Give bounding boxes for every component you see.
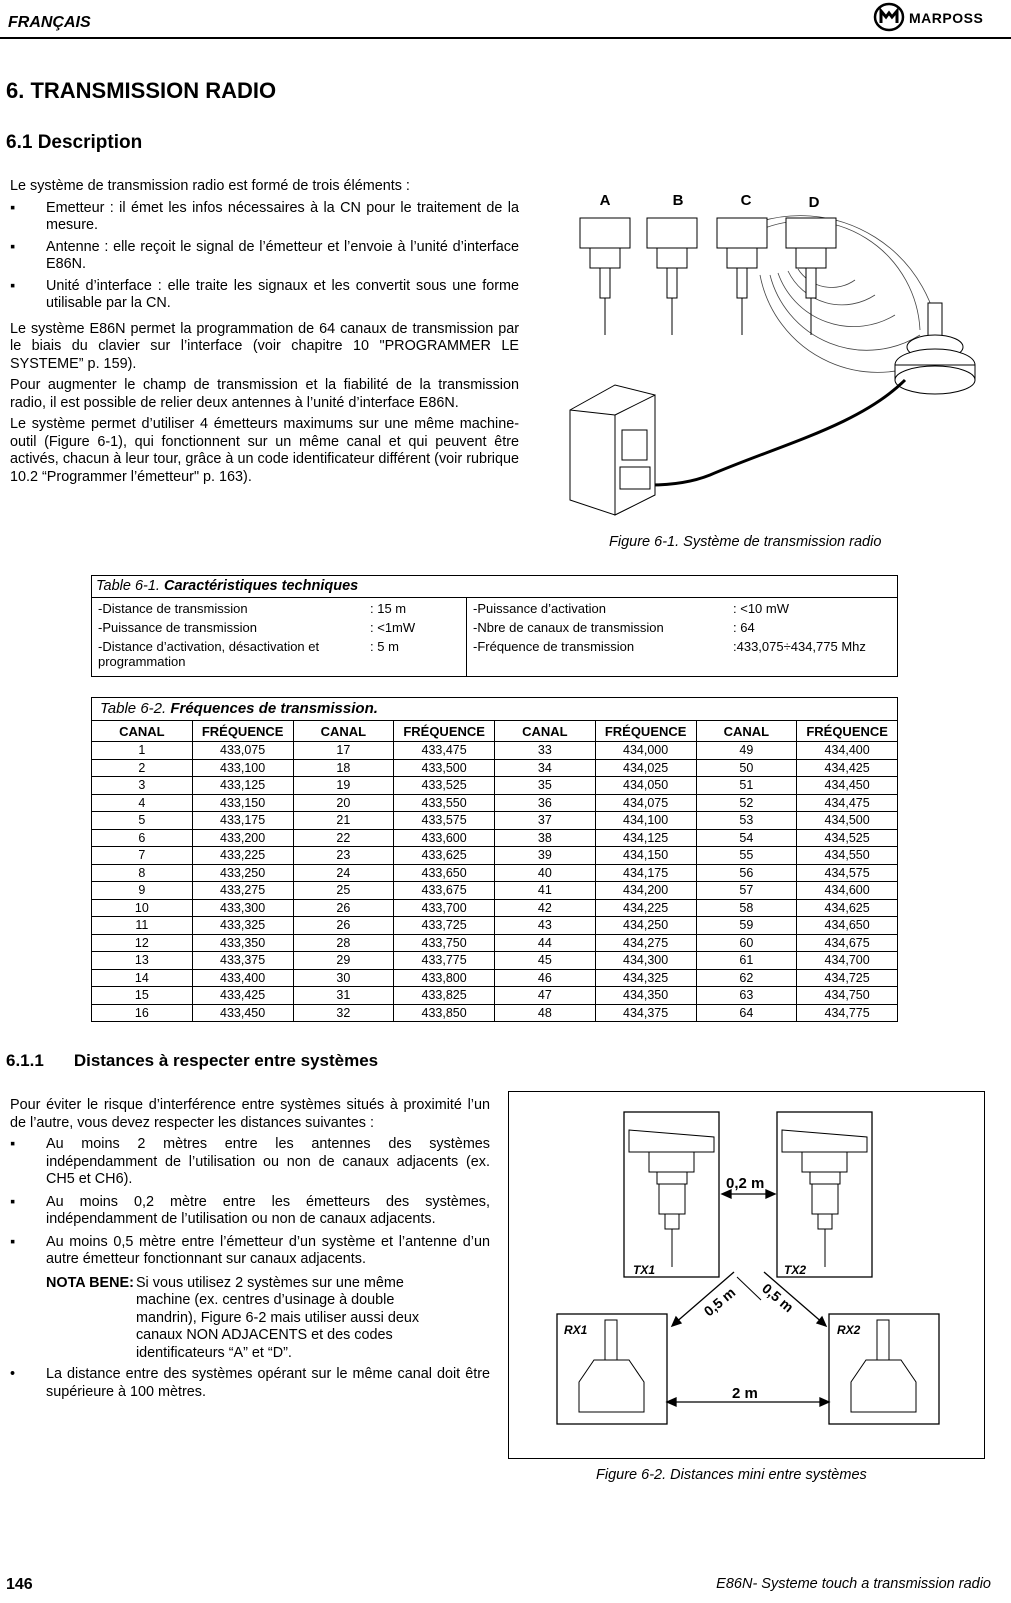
radio-system-illustration (560, 185, 980, 525)
table-cell: 26 (293, 917, 394, 935)
bullet-marker: ▪ (10, 1233, 16, 1250)
table-row (92, 829, 898, 847)
brand-logo (873, 2, 1009, 32)
table-cell: 433,675 (394, 882, 495, 900)
table-cell: 433,775 (394, 952, 495, 970)
table-cell: 51 (696, 777, 797, 795)
table-cell: 434,225 (595, 899, 696, 917)
marposs-logo-icon (873, 2, 905, 32)
label-tx1: TX1 (633, 1263, 656, 1277)
figure-radio-system (560, 185, 980, 525)
table-cell: 434,100 (595, 812, 696, 830)
bullet-marker: ▪ (10, 199, 16, 216)
bullet-marker: ▪ (10, 238, 16, 255)
table-cell: 434,625 (797, 899, 898, 917)
table-cell: 24 (293, 864, 394, 882)
table-cell: 434,475 (797, 794, 898, 812)
table-cell: 3 (92, 777, 193, 795)
distances-illustration (509, 1092, 984, 1458)
spec-table-caption: Table 6-1. Caractéristiques techniques (92, 576, 897, 598)
table-cell: 433,700 (394, 899, 495, 917)
frequency-table-caption: Table 6-2. Fréquences de transmission. (91, 697, 898, 720)
table-cell: 6 (92, 829, 193, 847)
distances-bullet: ▪ Au moins 0,2 mètre entre les émetteurs des systèmes, indépendamment de l’utilisation ou non de canaux adjacents. (10, 1193, 490, 1227)
table-cell: 32 (293, 1004, 394, 1022)
table-cell: 433,300 (192, 899, 293, 917)
table-cell: 434,775 (797, 1004, 898, 1022)
spec-divider (466, 597, 467, 676)
table-cell: 44 (495, 934, 596, 952)
distances-text (10, 1097, 490, 1401)
table-cell: 29 (293, 952, 394, 970)
table-cell: 54 (696, 829, 797, 847)
table-cell: 58 (696, 899, 797, 917)
label-d-tx: 0,2 m (726, 1175, 765, 1192)
table-cell: 433,825 (394, 987, 495, 1005)
intro-bullet: ▪ Emetteur : il émet les infos nécessaires à la CN pour le traitement de la mesure. (10, 199, 519, 233)
table-cell: 2 (92, 759, 193, 777)
table-cell: 37 (495, 812, 596, 830)
table-row (92, 899, 898, 917)
table-cell: 5 (92, 812, 193, 830)
distances-bullet: • La distance entre des systèmes opérant sur le même canal doit être supérieure à 100 mètres. (10, 1366, 490, 1400)
table-row: -Puissance de transmission : <1mW (98, 620, 416, 635)
table-row: -Distance de transmission : 15 m (98, 601, 407, 616)
table-cell: 434,025 (595, 759, 696, 777)
table-cell: 34 (495, 759, 596, 777)
nota-bene-text: Si vous utilisez 2 systèmes sur une même machine (ex. centres d’usinage à double mandrin), Figure 6-2 mais utiliser aussi deux canaux NON ADJACENTS et des codes identificateurs “A” et “D”. (135, 1274, 420, 1361)
label-d: D (808, 194, 820, 211)
table-row (92, 777, 898, 795)
table-cell: 434,300 (595, 952, 696, 970)
table-cell: 433,850 (394, 1004, 495, 1022)
table-cell: 434,525 (797, 829, 898, 847)
table-cell: 434,050 (595, 777, 696, 795)
table-row (92, 812, 898, 830)
nota-bene-label: NOTA BENE: (46, 1274, 134, 1291)
table-cell: 433,100 (192, 759, 293, 777)
table-cell: 434,550 (797, 847, 898, 865)
table-row: -Nbre de canaux de transmission : 64 (473, 620, 755, 635)
table-row (92, 864, 898, 882)
label-rx2: RX2 (837, 1323, 861, 1337)
table-cell: 61 (696, 952, 797, 970)
table-cell: 12 (92, 934, 193, 952)
table-cell: 26 (293, 899, 394, 917)
table-cell: 434,275 (595, 934, 696, 952)
table-row (92, 987, 898, 1005)
table-row (92, 1004, 898, 1022)
table-row: -Fréquence de transmission :433,075÷434,775 Mhz (473, 639, 866, 654)
table-cell: 434,575 (797, 864, 898, 882)
frequency-table (91, 697, 898, 1022)
table-cell: 433,350 (192, 934, 293, 952)
table-cell: 434,450 (797, 777, 898, 795)
table-cell: 433,800 (394, 969, 495, 987)
intro-paragraph: Le système E86N permet la programmation de 64 canaux de transmission par le biais du clavier sur l’interface (voir chapitre 10 "PROGRAMMER LE SYSTEME” p. 159). (10, 320, 519, 372)
table-row (92, 847, 898, 865)
table-cell: 31 (293, 987, 394, 1005)
spec-right (469, 599, 894, 656)
table-cell: 23 (293, 847, 394, 865)
table-cell: 433,275 (192, 882, 293, 900)
distances-bullet: ▪ Au moins 2 mètres entre les antennes des systèmes indépendamment de l’utilisation ou non de canaux adjacents (ex. CH5 et CH6). (10, 1136, 490, 1187)
table-cell: 50 (696, 759, 797, 777)
table-cell: 42 (495, 899, 596, 917)
table-cell: 21 (293, 812, 394, 830)
table-cell: 433,600 (394, 829, 495, 847)
table-cell: 433,375 (192, 952, 293, 970)
table-cell: 434,400 (797, 742, 898, 760)
table-cell: 20 (293, 794, 394, 812)
label-a: A (599, 192, 611, 209)
table-cell: 433,150 (192, 794, 293, 812)
table-cell: 40 (495, 864, 596, 882)
subsection-title: 6.1 Description (6, 132, 143, 153)
label-rx1: RX1 (564, 1323, 588, 1337)
table-cell: 434,425 (797, 759, 898, 777)
nota-bene (10, 1275, 490, 1363)
table-row (92, 882, 898, 900)
page-number: 146 (6, 1576, 33, 1593)
label-tx2: TX2 (784, 1263, 807, 1277)
intro-paragraph: Le système permet d’utiliser 4 émetteurs maximums sur une même machine-outil (Figure 6-1), qui fonctionnent sur un même canal et qui peuvent être activés, chacun à leur tour, grâce à un code identificateur différent (voir rubrique 10.2 “Programmer l’émetteur" p. 163). (10, 416, 519, 485)
table-cell: 35 (495, 777, 596, 795)
table-cell: 33 (495, 742, 596, 760)
figure1-caption: Figure 6-1. Système de transmission radio (609, 534, 882, 550)
table-cell: 57 (696, 882, 797, 900)
subsubsection-title: 6.1.1 Distances à respecter entre systèmes (6, 1051, 379, 1070)
figure2-caption: Figure 6-2. Distances mini entre systèmes (596, 1467, 867, 1483)
intro-bullet: ▪ Antenne : elle reçoit le signal de l’émetteur et l’envoie à l’unité d’interface E86N. (10, 238, 519, 272)
table-cell: 433,725 (394, 917, 495, 935)
table-cell: 38 (495, 829, 596, 847)
table-cell: 434,750 (797, 987, 898, 1005)
table-row (92, 969, 898, 987)
bullet-marker: ▪ (10, 1136, 16, 1152)
table-cell: 10 (92, 899, 193, 917)
table-cell: 64 (696, 1004, 797, 1022)
table-cell: 433,325 (192, 917, 293, 935)
table-cell: 433,525 (394, 777, 495, 795)
frequency-grid (91, 720, 898, 1022)
table-cell: 49 (696, 742, 797, 760)
intro-bullet: ▪ Unité d’interface : elle traite les signaux et les convertit sous une forme utilisable par la CN. (10, 277, 519, 311)
table-cell: 62 (696, 969, 797, 987)
bullet-marker: ▪ (10, 277, 16, 294)
table-row (92, 794, 898, 812)
table-cell: 59 (696, 917, 797, 935)
table-row (92, 742, 898, 760)
table-cell: 433,500 (394, 759, 495, 777)
table-cell: 19 (293, 777, 394, 795)
figure-min-distances (508, 1091, 985, 1459)
label-diag2: 0,5 m (759, 1280, 797, 1316)
distances-lead: Pour éviter le risque d’interférence entre systèmes situés à proximité l’un de l’autre, vous devez respecter les distances suivantes : (10, 1097, 490, 1131)
table-cell: 63 (696, 987, 797, 1005)
label-c: C (740, 192, 752, 209)
intro-paragraph: Pour augmenter le champ de transmission et la fiabilité de la transmission radio, il est possible de relier deux antennes à l’unité d’interface E86N. (10, 377, 519, 411)
table-cell: 433,175 (192, 812, 293, 830)
table-cell: 16 (92, 1004, 193, 1022)
table-cell: 18 (293, 759, 394, 777)
table-cell: 55 (696, 847, 797, 865)
table-cell: 56 (696, 864, 797, 882)
table-cell: 433,625 (394, 847, 495, 865)
table-cell: 433,650 (394, 864, 495, 882)
table-cell: 46 (495, 969, 596, 987)
table-row (92, 952, 898, 970)
brand-name: MARPOSS (909, 10, 984, 26)
table-cell: 13 (92, 952, 193, 970)
table-row (92, 934, 898, 952)
table-cell: 434,600 (797, 882, 898, 900)
table-row (92, 759, 898, 777)
table-cell: 48 (495, 1004, 596, 1022)
intro-lead: Le système de transmission radio est formé de trois éléments : (10, 178, 410, 194)
table-cell: 434,150 (595, 847, 696, 865)
table-cell: 434,350 (595, 987, 696, 1005)
frequency-rows (92, 742, 898, 1022)
table-row: -Puissance d’activation : <10 mW (473, 601, 789, 616)
distances-bullet: ▪ Au moins 0,5 mètre entre l’émetteur d’un système et l’antenne d’un autre émetteur fonctionnant sur canaux adjacents. (10, 1233, 490, 1267)
table-cell: 433,125 (192, 777, 293, 795)
table-cell: 4 (92, 794, 193, 812)
table-cell: 433,425 (192, 987, 293, 1005)
table-cell: 45 (495, 952, 596, 970)
table-cell: 434,700 (797, 952, 898, 970)
table-cell: 434,125 (595, 829, 696, 847)
table-cell: 434,000 (595, 742, 696, 760)
label-d-rx: 2 m (732, 1385, 758, 1402)
table-cell: 433,250 (192, 864, 293, 882)
label-diag1: 0,5 m (700, 1284, 739, 1320)
table-cell: 30 (293, 969, 394, 987)
table-row: -Distance d’activation, désactivation et programmation : 5 m (98, 639, 399, 669)
table-cell: 43 (495, 917, 596, 935)
table-cell: 433,575 (394, 812, 495, 830)
table-cell: 433,225 (192, 847, 293, 865)
table-cell: 433,400 (192, 969, 293, 987)
table-cell: 434,075 (595, 794, 696, 812)
table-cell: 15 (92, 987, 193, 1005)
table-cell: 60 (696, 934, 797, 952)
table-cell: 25 (293, 882, 394, 900)
table-cell: 22 (293, 829, 394, 847)
table-cell: 434,675 (797, 934, 898, 952)
table-cell: 434,250 (595, 917, 696, 935)
table-cell: 433,550 (394, 794, 495, 812)
table-cell: 434,500 (797, 812, 898, 830)
table-cell: 433,200 (192, 829, 293, 847)
table-cell: 434,200 (595, 882, 696, 900)
header-rule (0, 37, 1011, 39)
table-cell: 11 (92, 917, 193, 935)
table-cell: 434,725 (797, 969, 898, 987)
table-cell: 52 (696, 794, 797, 812)
bullet-marker: ▪ (10, 1193, 16, 1210)
intro-text (10, 178, 519, 486)
table-cell: 17 (293, 742, 394, 760)
table-cell: 28 (293, 934, 394, 952)
section-title: 6. TRANSMISSION RADIO (6, 78, 277, 103)
bullet-marker: • (10, 1366, 16, 1382)
table-cell: 9 (92, 882, 193, 900)
table-cell: 47 (495, 987, 596, 1005)
table-cell: 433,075 (192, 742, 293, 760)
table-cell: 434,325 (595, 969, 696, 987)
table-cell: 7 (92, 847, 193, 865)
label-b: B (672, 192, 684, 209)
table-cell: 8 (92, 864, 193, 882)
table-cell: 41 (495, 882, 596, 900)
table-cell: 434,650 (797, 917, 898, 935)
table-cell: 39 (495, 847, 596, 865)
table-row (92, 917, 898, 935)
table-cell: 53 (696, 812, 797, 830)
table-cell: 433,475 (394, 742, 495, 760)
table-header-row: CANAL FRÉQUENCE CANAL FRÉQUENCE CANAL FRÉQUENCE CANAL FRÉQUENCE (92, 721, 898, 742)
table-cell: 433,450 (192, 1004, 293, 1022)
table-cell: 434,175 (595, 864, 696, 882)
spec-left (94, 599, 464, 671)
table-cell: 434,375 (595, 1004, 696, 1022)
table-cell: 433,750 (394, 934, 495, 952)
spec-table (91, 575, 898, 677)
table-cell: 1 (92, 742, 193, 760)
footer-document: E86N- Systeme touch a transmission radio (716, 1576, 991, 1592)
header-language: FRANÇAIS (8, 14, 91, 31)
table-cell: 14 (92, 969, 193, 987)
table-cell: 36 (495, 794, 596, 812)
